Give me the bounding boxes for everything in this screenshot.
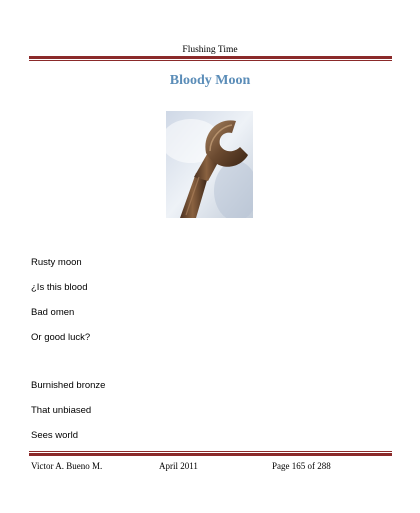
footer-rule [29,451,392,456]
footer-author: Victor A. Bueno M. [31,461,103,471]
poem-line: ¿Is this blood [31,282,88,293]
rusty-wrench-icon [166,111,253,218]
footer-page-number: Page 165 of 288 [272,461,331,471]
poem-line: Rusty moon [31,257,82,268]
poem-title: Bloody Moon [169,73,251,88]
poem-line: Or good luck? [31,332,91,343]
poem-line: Burnished bronze [31,380,106,391]
poem-line: Bad omen [31,307,75,318]
running-title: Flushing Time [182,45,238,55]
header-rule [29,56,392,61]
poem-line: Sees world [31,430,78,441]
footer-date: April 2011 [159,461,198,471]
poem-line: That unbiased [31,405,92,416]
